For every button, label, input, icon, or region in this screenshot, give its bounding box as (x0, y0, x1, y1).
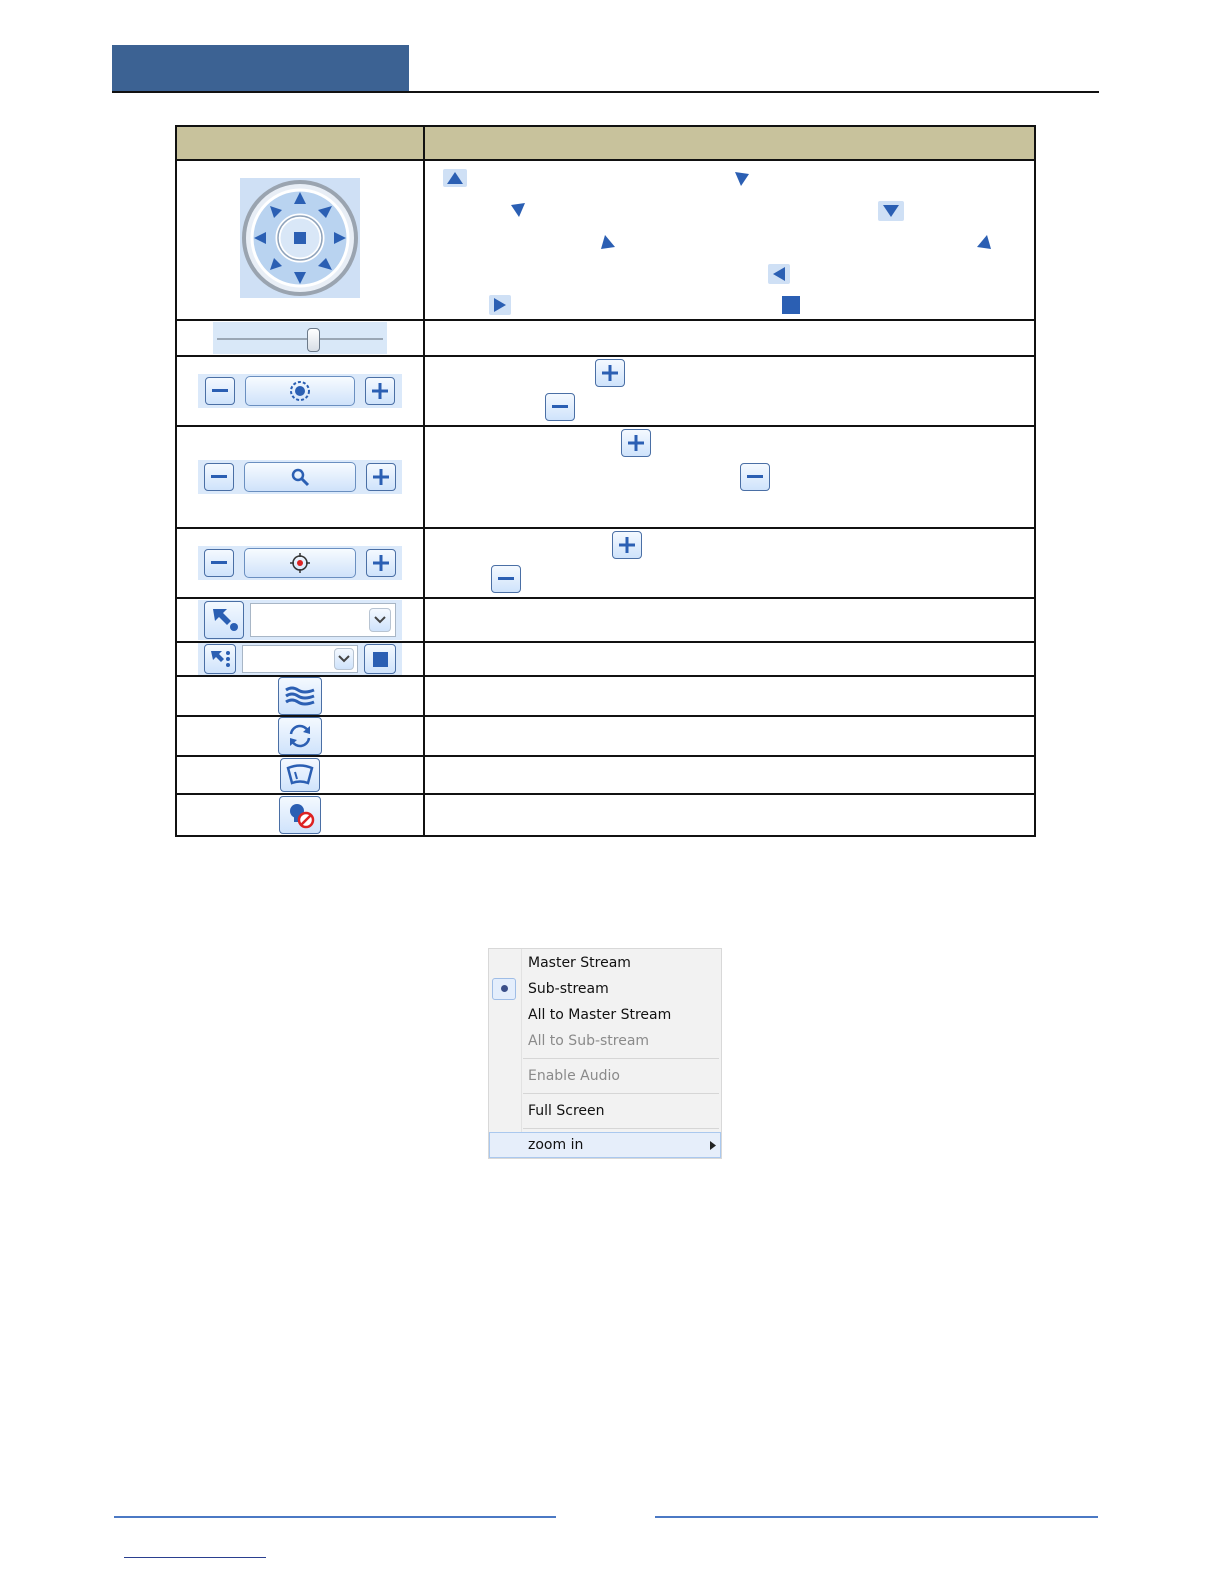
minus-icon (491, 565, 521, 593)
down-arrow-icon (878, 201, 904, 221)
menu-item-sub-stream[interactable] (489, 977, 721, 1001)
table-row (176, 676, 1035, 716)
privacy-description (424, 794, 1035, 836)
table-header-cell-control (176, 126, 424, 160)
auto-scan-button[interactable] (278, 717, 322, 755)
plus-icon (595, 359, 625, 387)
up-right-arrow-icon (733, 170, 751, 188)
cruise-select[interactable] (242, 645, 358, 673)
iris-cell (176, 356, 424, 426)
ptz-direction-pad-icon[interactable] (240, 178, 360, 298)
cruise-control-group (198, 643, 402, 675)
zoom-bar (244, 462, 356, 492)
selected-radio-box (492, 978, 516, 1000)
table-row (176, 794, 1035, 836)
table-row (176, 356, 1035, 426)
stop-square-icon (782, 296, 800, 314)
wiper-cell (176, 676, 424, 716)
wiper-icon (284, 685, 316, 707)
preset-cell (176, 598, 424, 642)
table-row (176, 642, 1035, 676)
plus-icon (621, 429, 651, 457)
chevron-down-icon[interactable] (369, 608, 391, 632)
focus-description (424, 528, 1035, 598)
menu-item-label: All to Sub-stream (528, 1033, 650, 1049)
speed-slider-icon[interactable] (213, 322, 387, 354)
zoom-control-group (198, 460, 402, 494)
menu-item-enable-audio (489, 1064, 721, 1088)
focus-bar (244, 548, 356, 578)
cruise-stop-button[interactable] (364, 644, 396, 674)
menu-item-master-stream[interactable] (489, 951, 721, 975)
preset-control-group (198, 600, 402, 640)
preset-description (424, 598, 1035, 642)
left-arrow-icon (768, 264, 790, 284)
table-row (176, 426, 1035, 528)
privacy-button[interactable] (279, 796, 321, 834)
menu-separator (523, 1093, 719, 1094)
zoom-description (424, 426, 1035, 528)
focus-icon (289, 552, 311, 574)
stop-square-icon (373, 652, 388, 667)
iris-plus-button[interactable] (365, 377, 395, 405)
zoom-minus-button[interactable] (204, 463, 234, 491)
menu-item-zoom-in[interactable] (489, 1132, 721, 1158)
zoom-cell (176, 426, 424, 528)
right-arrow-icon (489, 295, 511, 315)
menu-item-label: Enable Audio (528, 1068, 620, 1084)
up-arrow-icon (443, 169, 467, 187)
preset-icon (209, 607, 239, 633)
direction-pad-description (424, 160, 1035, 320)
plus-icon (612, 531, 642, 559)
table-row (176, 598, 1035, 642)
menu-item-label: Sub-stream (528, 981, 609, 997)
zoom-magnifier-icon (290, 467, 310, 487)
down-right-arrow-icon (599, 233, 617, 251)
light-description (424, 756, 1035, 794)
focus-minus-button[interactable] (204, 549, 234, 577)
down-left-arrow-icon (975, 233, 993, 251)
menu-item-full-screen[interactable] (489, 1099, 721, 1123)
wiper-description (424, 676, 1035, 716)
menu-item-label: zoom in (528, 1137, 584, 1153)
light-button[interactable] (280, 758, 320, 792)
auto-scan-cell (176, 716, 424, 756)
privacy-mask-icon (285, 801, 315, 829)
cruise-button[interactable] (204, 644, 236, 674)
preset-button[interactable] (204, 601, 244, 639)
table-row (176, 716, 1035, 756)
wiper-button[interactable] (278, 677, 322, 715)
submenu-arrow-icon (710, 1141, 716, 1150)
menu-item-label: All to Master Stream (528, 1007, 672, 1023)
speed-slider-description (424, 320, 1035, 356)
direction-pad-cell (176, 160, 424, 320)
footer-rule-right (655, 1516, 1098, 1518)
table-row (176, 528, 1035, 598)
header-band (112, 45, 409, 91)
focus-plus-button[interactable] (366, 549, 396, 577)
iris-description (424, 356, 1035, 426)
table-row (176, 756, 1035, 794)
header-rule (112, 91, 1099, 93)
table-header-row (176, 126, 1035, 160)
table-row (176, 160, 1035, 320)
menu-separator (523, 1128, 719, 1129)
table-row (176, 320, 1035, 356)
ptz-controls-table (175, 125, 1036, 837)
footer-rule-left (114, 1516, 556, 1518)
menu-item-all-to-sub-stream (489, 1029, 721, 1053)
focus-control-group (198, 546, 402, 580)
radio-dot-icon (501, 985, 508, 992)
privacy-cell (176, 794, 424, 836)
zoom-plus-button[interactable] (366, 463, 396, 491)
light-icon (285, 764, 315, 786)
up-left-arrow-icon (509, 201, 527, 219)
menu-item-label: Master Stream (528, 955, 631, 971)
preset-select[interactable] (250, 603, 396, 637)
cruise-cell (176, 642, 424, 676)
minus-icon (740, 463, 770, 491)
menu-separator (523, 1058, 719, 1059)
menu-item-all-to-master-stream[interactable] (489, 1003, 721, 1027)
iris-icon (289, 380, 311, 402)
table-header-cell-description (424, 126, 1035, 160)
stream-context-menu (488, 948, 722, 1159)
menu-item-label: Full Screen (528, 1103, 605, 1119)
chevron-down-icon[interactable] (334, 648, 354, 670)
speed-slider-cell (176, 320, 424, 356)
footer-link-underline (124, 1557, 266, 1558)
auto-scan-description (424, 716, 1035, 756)
light-cell (176, 756, 424, 794)
auto-scan-icon (286, 722, 314, 750)
focus-cell (176, 528, 424, 598)
iris-minus-button[interactable] (205, 377, 235, 405)
slider-thumb[interactable] (307, 328, 320, 352)
iris-bar (245, 376, 355, 406)
iris-control-group (198, 374, 402, 408)
cruise-description (424, 642, 1035, 676)
minus-icon (545, 393, 575, 421)
cruise-icon (209, 649, 231, 669)
